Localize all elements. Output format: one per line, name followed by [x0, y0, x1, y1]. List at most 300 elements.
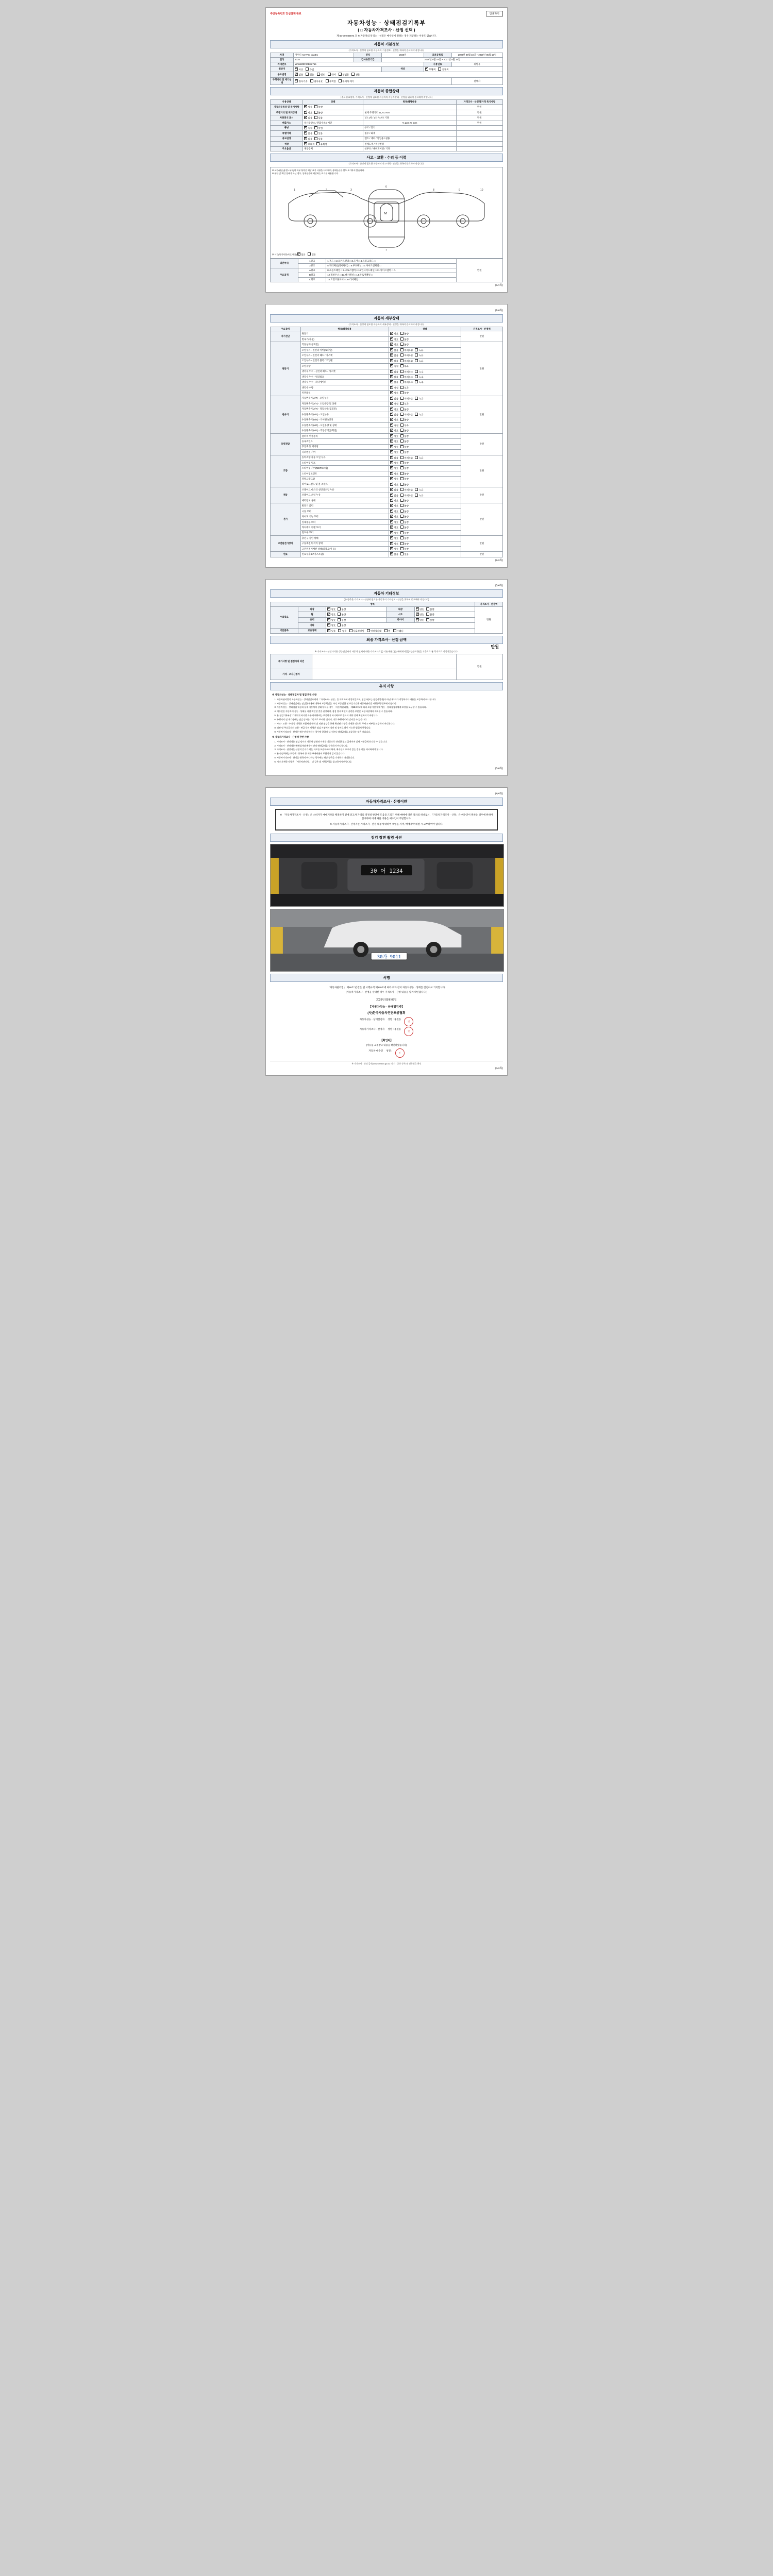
detail-options[interactable] [389, 417, 461, 422]
checkbox-unchecked[interactable] [400, 477, 409, 481]
checkbox-icon[interactable] [390, 477, 393, 480]
detail-options[interactable] [389, 369, 461, 374]
checkbox-checked[interactable] [390, 499, 398, 502]
row-state[interactable]: 적정 불법 [303, 125, 363, 130]
checkbox-icon[interactable] [390, 337, 393, 341]
checkbox-icon[interactable] [390, 408, 393, 411]
checkbox-icon[interactable] [400, 343, 404, 346]
checkbox-checked[interactable] [390, 461, 398, 465]
checkbox-unchecked[interactable] [415, 370, 423, 374]
checkbox-unchecked[interactable] [400, 370, 413, 374]
detail-options[interactable] [389, 525, 461, 530]
checkbox-checked[interactable] [390, 408, 398, 411]
checkbox-unchecked[interactable] [415, 380, 423, 384]
checkbox-unchecked[interactable] [400, 456, 413, 460]
option-label: 불량 [404, 483, 409, 486]
detail-options[interactable] [389, 498, 461, 503]
checkbox-unchecked[interactable] [400, 504, 409, 507]
checkbox-usage-business[interactable]: 영업용 [339, 73, 349, 76]
checkbox-checked[interactable] [390, 397, 398, 400]
checkbox-icon[interactable] [390, 445, 393, 448]
sub-options[interactable]: 양호 불량 [326, 606, 386, 612]
detail-item: 냉각수 누수 - 워터펌프 [300, 374, 389, 379]
checkbox-unchecked[interactable] [400, 450, 409, 454]
checkbox-checked[interactable] [390, 364, 398, 368]
detail-options[interactable] [389, 519, 461, 524]
checkbox-icon[interactable] [400, 337, 404, 341]
table-row [271, 623, 503, 628]
checkbox-icon[interactable] [400, 515, 404, 518]
checkbox-checked[interactable] [390, 477, 398, 481]
checkbox-unchecked[interactable] [400, 510, 409, 513]
sign-org-label: 【자동차성능 · 상태점검자】 [368, 1006, 405, 1009]
checkbox-icon[interactable] [390, 499, 393, 502]
checkbox-icon[interactable] [390, 520, 393, 523]
checkbox-icon[interactable] [400, 547, 404, 550]
option-label: 양호 [394, 462, 398, 465]
checkbox-icon[interactable] [415, 456, 418, 459]
checkbox-unchecked[interactable] [400, 375, 413, 379]
checkbox-icon[interactable] [400, 391, 404, 394]
checkbox-checked[interactable] [390, 466, 398, 470]
checkbox-checked[interactable] [390, 423, 398, 427]
detail-options[interactable] [389, 541, 461, 546]
checkbox-usage-lease[interactable]: 대여 [328, 73, 336, 76]
checkbox-icon[interactable] [390, 526, 393, 529]
checkbox-unchecked[interactable] [400, 429, 409, 432]
checkbox-unchecked[interactable] [400, 515, 409, 518]
table-row [271, 77, 503, 85]
checkbox-icon[interactable] [415, 375, 418, 378]
checkbox-checked[interactable] [390, 429, 398, 432]
checkbox-icon[interactable] [415, 348, 418, 351]
sub-options[interactable]: 양호 불량 [414, 606, 475, 612]
row-state[interactable]: 없음 있음 [303, 115, 363, 121]
checkbox-icon[interactable] [390, 423, 393, 427]
detail-options[interactable] [389, 406, 461, 412]
checkbox-checked[interactable] [390, 520, 398, 524]
checkbox-icon[interactable] [390, 348, 393, 351]
checkbox-color-chromatic[interactable]: 유채색 [438, 67, 448, 71]
grade-items[interactable]: 12.휠하우스 □ 13.대시패널 □ 14.플로어패널 □ [326, 273, 457, 277]
checkbox-checked[interactable] [390, 380, 398, 384]
checkbox-usage-rent[interactable]: 렌트 [317, 73, 325, 76]
checkbox-icon[interactable] [390, 375, 393, 378]
checkbox-icon[interactable] [390, 353, 393, 357]
option-label: 누유 [418, 349, 424, 352]
checkbox-icon[interactable] [390, 466, 393, 469]
checkbox-icon[interactable] [400, 472, 404, 475]
option-label: 적정 [394, 424, 398, 427]
checkbox-icon[interactable] [390, 391, 393, 394]
checkbox-unchecked[interactable] [400, 466, 409, 470]
checkbox-icon[interactable] [400, 375, 404, 378]
remarks-value[interactable] [312, 654, 457, 669]
checkbox-checked[interactable] [390, 552, 398, 556]
origin-options[interactable] [294, 66, 382, 72]
checkbox-icon[interactable] [400, 520, 404, 523]
checkbox-unchecked[interactable] [400, 552, 409, 556]
checkbox-unchecked[interactable] [400, 472, 409, 476]
checkbox-icon[interactable] [400, 348, 404, 351]
detail-options[interactable] [389, 471, 461, 476]
checkbox-grade-seller[interactable]: 판매자 계기 [339, 79, 354, 83]
checkbox-accident-none[interactable]: 없음 [297, 252, 305, 257]
detail-options[interactable] [389, 536, 461, 541]
checkbox-unchecked[interactable] [400, 439, 409, 443]
checkbox-unchecked[interactable] [400, 348, 413, 352]
checkbox-unchecked[interactable] [400, 547, 409, 551]
checkbox-unchecked[interactable] [415, 353, 423, 357]
checkbox-icon[interactable] [415, 353, 418, 357]
row-state[interactable]: 없음 있음 [303, 131, 363, 136]
checkbox-unchecked[interactable] [400, 520, 409, 524]
checkbox-usage-none[interactable]: 없음 [295, 73, 303, 76]
checkbox-checked[interactable] [390, 483, 398, 486]
table-row [271, 612, 503, 617]
usage-options[interactable] [294, 72, 503, 77]
checkbox-checked[interactable] [390, 504, 398, 507]
checkbox-icon[interactable] [415, 494, 418, 497]
detail-options[interactable] [389, 331, 461, 336]
detail-options[interactable] [389, 391, 461, 396]
grade-items[interactable]: 1.후드 □ 2.프론트팬더 □ 3.도어 □ 4.트렁크리드 □ [326, 259, 457, 263]
checkbox-checked[interactable] [390, 450, 398, 454]
inspection-options[interactable] [294, 77, 452, 85]
checkbox-icon[interactable] [390, 380, 393, 383]
detail-options[interactable] [389, 428, 461, 433]
checkbox-unchecked[interactable] [400, 397, 413, 400]
checkbox-unchecked[interactable] [400, 359, 413, 363]
detail-options[interactable] [389, 396, 461, 401]
checkbox-checked[interactable] [390, 418, 398, 421]
checkbox-icon[interactable] [400, 504, 404, 507]
checkbox-icon[interactable] [390, 439, 393, 443]
checkbox-icon[interactable] [390, 413, 393, 416]
option-label: 없음 [394, 354, 398, 357]
detail-options[interactable] [389, 482, 461, 487]
checkbox-icon[interactable] [390, 510, 393, 513]
checkbox-checked[interactable] [390, 472, 398, 476]
checkbox-unchecked[interactable] [400, 353, 413, 357]
checkbox-icon[interactable] [400, 380, 404, 383]
checkbox-icon[interactable] [400, 359, 404, 362]
checkbox-icon[interactable] [390, 531, 393, 534]
detail-options[interactable] [389, 433, 461, 438]
checkbox-icon[interactable] [400, 429, 404, 432]
detail-options[interactable] [389, 493, 461, 498]
table-row [271, 552, 503, 557]
detail-options[interactable] [389, 487, 461, 493]
detail-options[interactable] [389, 353, 461, 358]
checkbox-grade-valid[interactable]: 검사유효 [310, 79, 323, 83]
detail-options[interactable] [389, 530, 461, 535]
checkbox-unchecked[interactable] [400, 531, 409, 535]
checkbox-icon[interactable] [400, 418, 404, 421]
row-state[interactable]: 양호 불량 [303, 110, 363, 115]
checkbox-icon[interactable] [415, 397, 418, 400]
checkbox-icon[interactable] [390, 418, 393, 421]
checkbox-unchecked[interactable] [415, 375, 423, 379]
checkbox-unchecked[interactable] [400, 434, 409, 438]
checkbox-icon[interactable] [390, 542, 393, 545]
row-state[interactable]: 무채색 유채색 [303, 141, 363, 146]
detail-item: 라디에이터 팬 모터 [300, 525, 389, 530]
checkbox-icon[interactable] [400, 477, 404, 480]
checkbox-checked[interactable] [390, 337, 398, 341]
checkbox-icon[interactable] [390, 494, 393, 497]
checkbox-icon[interactable] [390, 515, 393, 518]
checkbox-icon[interactable] [400, 499, 404, 502]
checkbox-icon[interactable] [400, 536, 404, 539]
color-options[interactable] [424, 66, 502, 72]
checkbox-icon[interactable] [400, 423, 404, 427]
sub-options[interactable]: 양호 불량 [326, 623, 475, 628]
checkbox-icon[interactable] [400, 483, 404, 486]
checkbox-icon[interactable] [390, 370, 393, 373]
checkbox-unchecked[interactable] [400, 499, 409, 502]
checkbox-color-achromatic[interactable]: 무채색 [425, 67, 435, 71]
checkbox-unchecked[interactable] [415, 359, 423, 363]
checkbox-accident-exist[interactable]: 있음 [308, 252, 315, 257]
diagram-question[interactable]: ※ 시건(특기사항/사고 내용) 없음 있음 [272, 253, 316, 256]
option-label: 불량 [404, 472, 409, 476]
detail-options[interactable] [389, 385, 461, 390]
group-price: 만원 [461, 503, 502, 536]
checkbox-checked[interactable] [390, 375, 398, 379]
grade-items[interactable]: 15.트렁크플로어 □ 16.리어패널 □ [326, 277, 457, 282]
checkbox-grade-standard[interactable]: 검사기준 [295, 79, 307, 83]
detail-options[interactable] [389, 374, 461, 379]
row-state[interactable]: 없음 있음 [303, 136, 363, 141]
checkbox-icon[interactable] [390, 472, 393, 475]
checkbox-checked[interactable] [390, 370, 398, 374]
checkbox-icon[interactable] [400, 526, 404, 529]
sub-options[interactable]: 양호 불량 [326, 612, 386, 617]
detail-options[interactable] [389, 455, 461, 460]
checkbox-checked[interactable] [390, 391, 398, 395]
checkbox-checked[interactable] [390, 494, 398, 497]
print-button[interactable]: 인쇄하기 [486, 11, 503, 16]
sub-options[interactable]: 있음 없음 사용설명서 안전삼각대 잭 스패너 [326, 628, 475, 633]
checkbox-icon[interactable] [390, 397, 393, 400]
section-signature: 서명 [270, 974, 503, 982]
checkbox-checked[interactable] [390, 445, 398, 449]
detail-options[interactable] [389, 466, 461, 471]
checkbox-unchecked[interactable] [400, 364, 409, 368]
checkbox-icon[interactable] [400, 439, 404, 443]
checkbox-icon[interactable] [415, 488, 418, 491]
checkbox-checked[interactable] [390, 413, 398, 416]
checkbox-usage-govt[interactable]: 관용 [351, 73, 360, 76]
checkbox-icon[interactable] [400, 461, 404, 464]
checkbox-icon[interactable] [400, 386, 404, 389]
detail-options[interactable] [389, 342, 461, 347]
checkbox-unchecked[interactable] [400, 386, 409, 389]
checkbox-icon[interactable] [390, 332, 393, 335]
checkbox-unchecked[interactable] [400, 526, 409, 529]
checkbox-unchecked[interactable] [415, 348, 423, 352]
checkbox-checked[interactable] [390, 526, 398, 529]
detail-options[interactable] [389, 422, 461, 428]
checkbox-checked[interactable] [390, 531, 398, 535]
checkbox-origin-import[interactable]: 수입 [306, 67, 314, 71]
checkbox-unchecked[interactable] [400, 343, 409, 346]
checkbox-icon[interactable] [390, 483, 393, 486]
checkbox-checked[interactable] [390, 386, 398, 389]
checkbox-checked[interactable] [390, 353, 398, 357]
photo-underbody-svg [271, 844, 503, 906]
checkbox-icon[interactable] [415, 370, 418, 373]
checkbox-icon[interactable] [390, 461, 393, 464]
checkbox-unchecked[interactable] [400, 408, 409, 411]
checkbox-icon[interactable] [400, 370, 404, 373]
detail-options[interactable] [389, 552, 461, 557]
checkbox-unchecked[interactable] [400, 391, 409, 395]
checkbox-usage-exist[interactable]: 있음 [306, 73, 314, 76]
checkbox-checked[interactable] [390, 536, 398, 540]
checkbox-icon[interactable] [390, 536, 393, 539]
checkbox-checked[interactable] [390, 359, 398, 363]
detail-options[interactable] [389, 514, 461, 519]
checkbox-unchecked[interactable] [415, 488, 423, 492]
checkbox-icon[interactable] [400, 434, 404, 437]
row-state[interactable]: 양호 불량 [303, 105, 363, 110]
checkbox-unchecked[interactable] [400, 536, 409, 540]
detail-options[interactable] [389, 364, 461, 369]
detail-options[interactable] [389, 444, 461, 449]
checkbox-icon[interactable] [400, 510, 404, 513]
detail-options[interactable] [389, 380, 461, 385]
checkbox-icon[interactable] [400, 332, 404, 335]
checkbox-icon[interactable] [390, 504, 393, 507]
checkbox-icon[interactable] [400, 552, 404, 555]
detail-options[interactable] [389, 358, 461, 363]
checkbox-checked[interactable] [390, 332, 398, 335]
checkbox-checked[interactable] [390, 515, 398, 518]
label-origin: 원산지 [271, 66, 294, 72]
detail-options[interactable] [389, 477, 461, 482]
checkbox-icon[interactable] [390, 402, 393, 405]
checkbox-unchecked[interactable] [400, 337, 409, 341]
detail-options[interactable] [389, 347, 461, 352]
checkbox-icon[interactable] [400, 542, 404, 545]
checkbox-unchecked[interactable] [415, 494, 423, 497]
sub-options[interactable]: 양호 불량 [414, 617, 475, 622]
checkbox-icon[interactable] [400, 450, 404, 453]
checkbox-checked[interactable] [390, 348, 398, 352]
detail-options[interactable] [389, 460, 461, 465]
checkbox-unchecked[interactable] [400, 423, 409, 427]
sub-options[interactable]: 양호 불량 [326, 617, 386, 622]
checkbox-grade-unfit[interactable]: 부적합 [326, 79, 336, 83]
checkbox-icon[interactable] [415, 380, 418, 383]
checkbox-unchecked[interactable] [400, 402, 409, 405]
detail-options[interactable] [389, 401, 461, 406]
detail-options[interactable] [389, 336, 461, 342]
row-price [456, 141, 502, 146]
checkbox-checked[interactable] [390, 488, 398, 492]
checkbox-checked[interactable] [390, 343, 398, 346]
checkbox-icon[interactable] [400, 364, 404, 367]
checkbox-icon[interactable] [400, 531, 404, 534]
checkbox-checked[interactable] [390, 547, 398, 551]
checkbox-unchecked[interactable] [400, 488, 413, 492]
checkbox-icon[interactable] [400, 353, 404, 357]
checkbox-unchecked[interactable] [400, 483, 409, 486]
checkbox-icon[interactable] [400, 494, 404, 497]
checkbox-icon[interactable] [400, 408, 404, 411]
grade-items[interactable]: 5.쿼터패널(리어팬더) □ 6.루프패널 □ 7.사이드실패널 □ [326, 263, 457, 268]
checkbox-icon[interactable] [400, 397, 404, 400]
checkbox-origin-domestic[interactable]: 국산 [295, 67, 303, 71]
basis-value[interactable] [312, 669, 457, 680]
checkbox-icon[interactable] [390, 343, 393, 346]
checkbox-icon[interactable] [390, 547, 393, 550]
checkbox-unchecked[interactable] [400, 445, 409, 449]
checkbox-unchecked[interactable] [415, 456, 423, 460]
sub-options[interactable]: 양호 불량 [414, 612, 475, 617]
checkbox-unchecked[interactable] [415, 413, 423, 416]
checkbox-icon[interactable] [400, 488, 404, 491]
grade-items[interactable]: 8.프론트패널 □ 9.크로스멤버 □ 10.인사이드패널 □ 11.사이드멤버 □ A. [326, 268, 457, 273]
detail-options[interactable] [389, 509, 461, 514]
checkbox-icon[interactable] [390, 364, 393, 367]
option-label: 누유 [418, 360, 424, 363]
checkbox-checked[interactable] [390, 542, 398, 546]
warning-item: 4. 본 산정액에는 취득세 · 등록비 등 제반 부대비용이 포함되어 있지 않습니다. [277, 752, 501, 755]
checkbox-icon[interactable] [390, 434, 393, 437]
checkbox-checked[interactable] [390, 510, 398, 513]
detail-options[interactable] [389, 439, 461, 444]
checkbox-unchecked[interactable] [400, 332, 409, 335]
checkbox-unchecked[interactable] [415, 397, 423, 400]
checkbox-checked[interactable] [390, 434, 398, 438]
checkbox-icon[interactable] [400, 413, 404, 416]
checkbox-icon[interactable] [415, 359, 418, 362]
checkbox-unchecked[interactable] [400, 494, 413, 497]
checkbox-checked[interactable] [390, 402, 398, 405]
checkbox-unchecked[interactable] [400, 418, 409, 421]
checkbox-unchecked[interactable] [400, 542, 409, 546]
checkbox-checked[interactable] [390, 456, 398, 460]
checkbox-icon[interactable] [390, 552, 393, 555]
detail-options[interactable] [389, 503, 461, 509]
checkbox-unchecked[interactable] [400, 380, 413, 384]
checkbox-icon[interactable] [390, 429, 393, 432]
checkbox-unchecked[interactable] [400, 461, 409, 465]
checkbox-icon[interactable] [390, 456, 393, 459]
detail-options[interactable] [389, 450, 461, 455]
checkbox-icon[interactable] [400, 402, 404, 405]
checkbox-unchecked[interactable] [400, 413, 413, 416]
svg-text:3: 3 [350, 189, 352, 192]
detail-options[interactable] [389, 546, 461, 551]
checkbox-icon[interactable] [390, 488, 393, 491]
checkbox-icon[interactable] [390, 386, 393, 389]
checkbox-icon[interactable] [400, 445, 404, 448]
checkbox-icon[interactable] [400, 466, 404, 469]
detail-item: 오일누유 - 실린더 블록 / 오일팬 [300, 358, 389, 363]
checkbox-checked[interactable] [390, 439, 398, 443]
option-label: 미세누유 [404, 397, 413, 400]
group-label: 자기진단 [271, 331, 301, 342]
checkbox-icon[interactable] [390, 359, 393, 362]
checkbox-icon[interactable] [415, 413, 418, 416]
checkbox-icon[interactable] [400, 456, 404, 459]
checkbox-icon[interactable] [390, 450, 393, 453]
detail-options[interactable] [389, 412, 461, 417]
